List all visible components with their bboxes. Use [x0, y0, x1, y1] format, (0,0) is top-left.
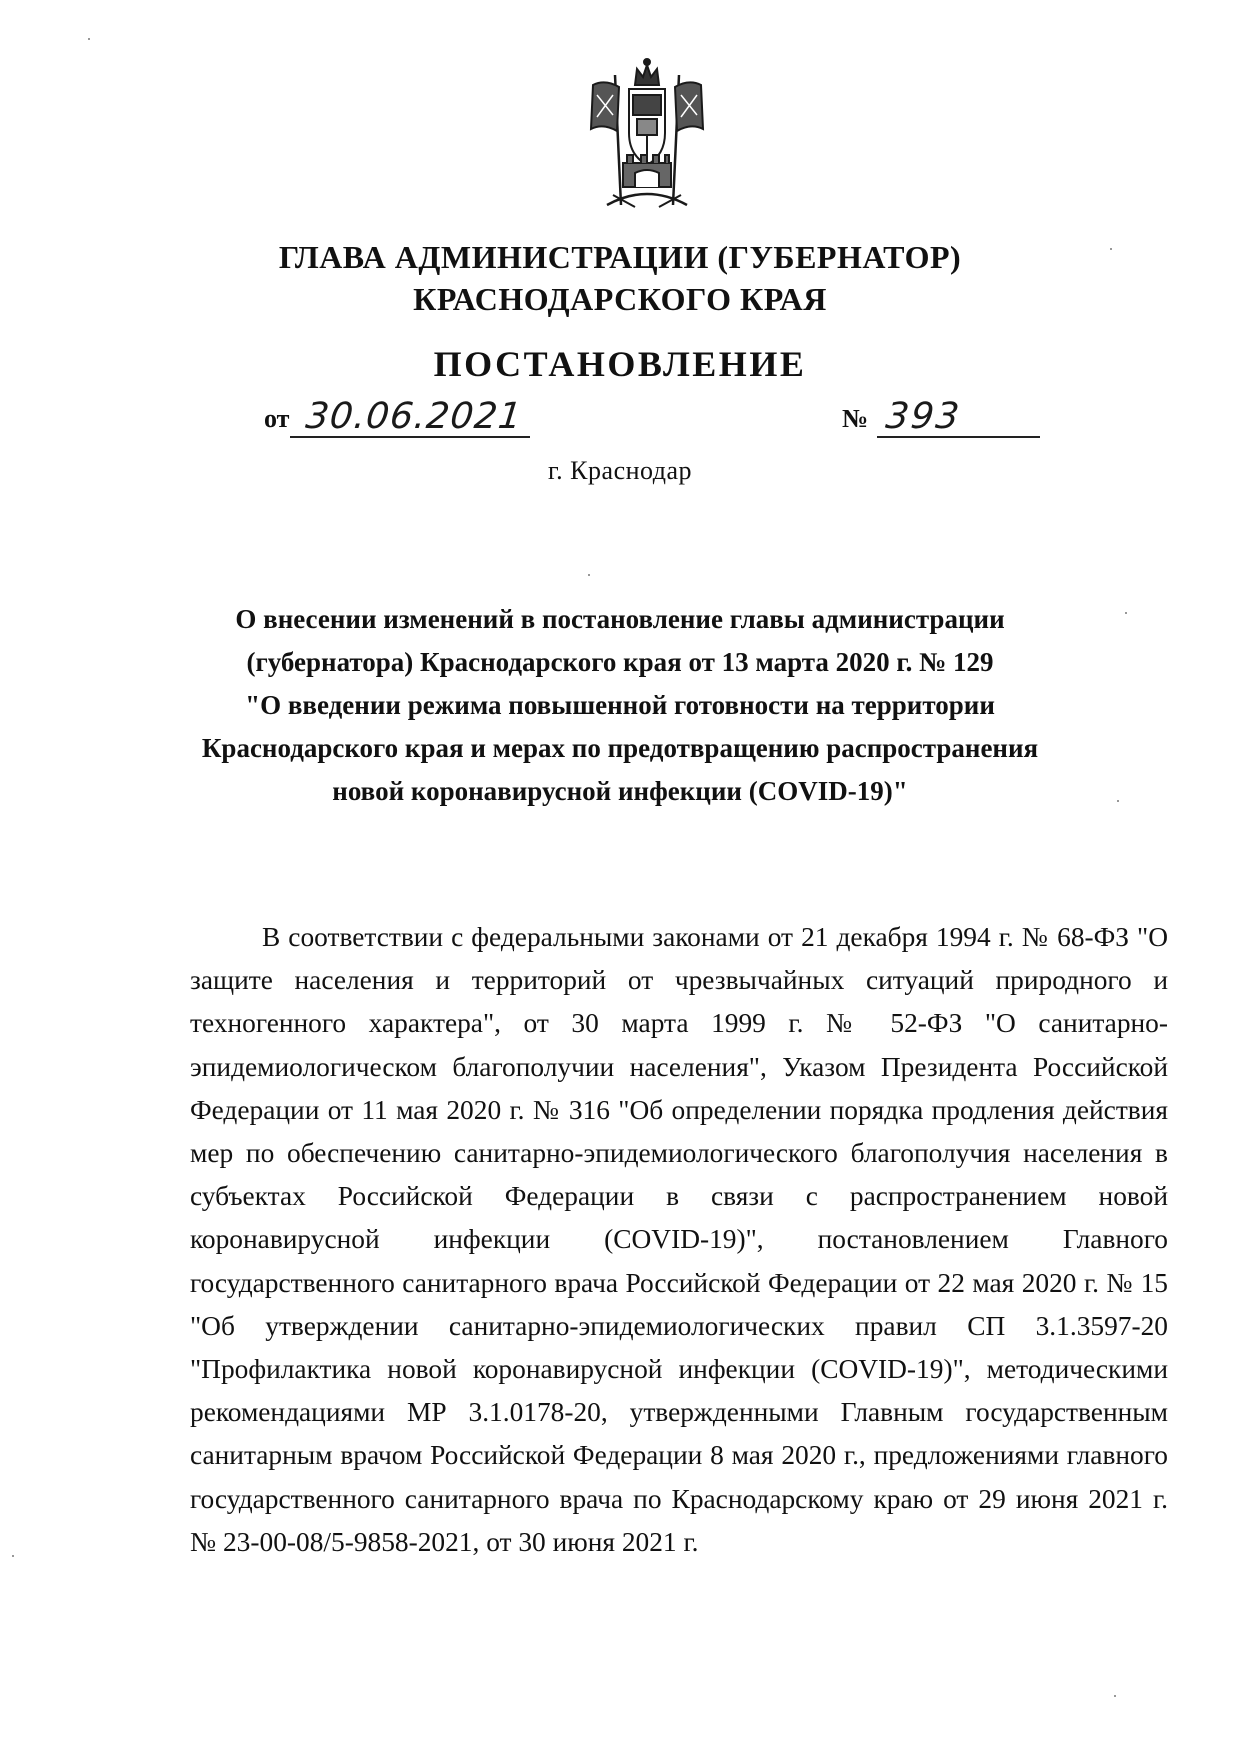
date-label: от	[264, 404, 290, 433]
authority-line-1: ГЛАВА АДМИНИСТРАЦИИ (ГУБЕРНАТОР)	[278, 239, 962, 275]
document-type: ПОСТАНОВЛЕНИЕ	[433, 344, 807, 384]
title-line: (губернатора) Краснодарского края от 13 марта 2020 г. № 129	[246, 647, 994, 677]
authority-line-2: КРАСНОДАРСКОГО КРАЯ	[413, 281, 827, 317]
scan-speck	[88, 38, 90, 40]
scan-speck	[12, 1555, 14, 1557]
title-line: Краснодарского края и мерах по предотвращению распространения	[201, 733, 1039, 763]
document-number: 393	[883, 396, 963, 437]
title-line: "О введении режима повышенной готовности на территории	[245, 690, 995, 720]
coat-of-arms-icon	[585, 55, 709, 213]
issue-city: г. Краснодар	[547, 456, 693, 485]
scan-speck	[1125, 612, 1127, 614]
scan-speck	[1117, 800, 1119, 802]
scan-speck	[1114, 1695, 1116, 1697]
document-date: 30.06.2021	[303, 396, 525, 437]
body-paragraph: В соответствии с федеральными законами от 21 декабря 1994 г. № 68-ФЗ "О защите населения и территорий от чрезвычайных ситуаций природного и техногенного характера", от 30 марта 1999 г. № 52-ФЗ "О санитарно-эпидемиологическом благополучии населения", Указом Президента Российской Федерации от 11 мая 2020 г. № 316 "Об определении порядка продления действия мер по обеспечению санитарно-эпидемиологического благополучия населения в субъектах Российской Федерации в связи с распространением новой коронавирусной инфекции (COVID-19)", постановлением Главного государственного санитарного врача Российской Федерации от 22 мая 2020 г. № 15 "Об утверждении санитарно-эпидемиологических правил СП 3.1.3597-20 "Профилактика новой коронавирусной инфекции (COVID-19)", методическими рекомендациями МР 3.1.0178-20, утвержденными Главным государственным санитарным врачом Российской Федерации 8 мая 2020 г., предложениями главного государственного санитарного врача по Краснодарскому краю от 29 июня 2021 г. № 23-00-08/5-9858-2021, от 30 июня 2021 г.	[190, 922, 1168, 1557]
number-label: №	[842, 404, 869, 433]
date-number-row	[0, 396, 1240, 444]
title-line: новой коронавирусной инфекции (COVID-19)"	[332, 776, 908, 806]
document-title	[160, 598, 1080, 813]
title-line: О внесении изменений в постановление главы администрации	[235, 604, 1005, 634]
scan-speck	[1110, 248, 1112, 250]
scan-speck	[588, 574, 590, 576]
issuing-authority	[0, 236, 1240, 320]
